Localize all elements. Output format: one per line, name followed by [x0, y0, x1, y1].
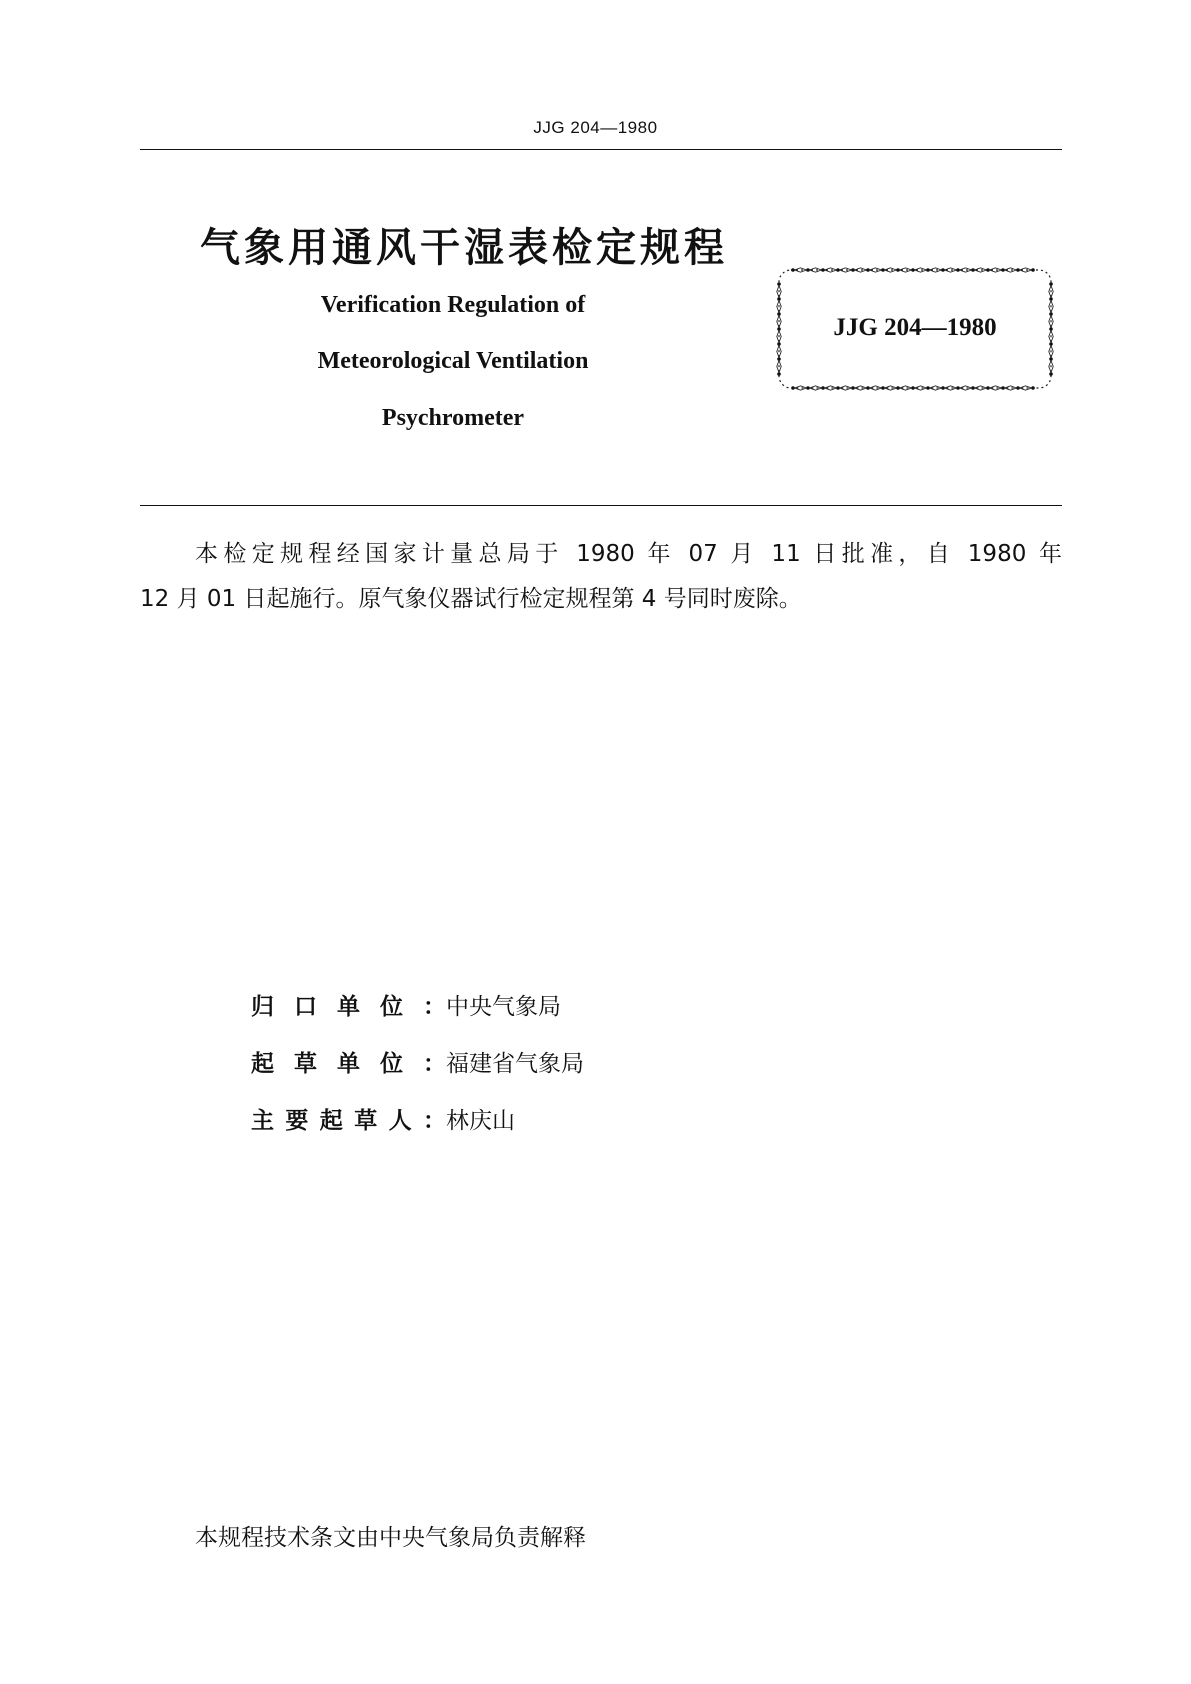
info-value: 中央气象局 [446, 994, 561, 1020]
interpretation-note: 本规程技术条文由中央气象局负责解释 [195, 1525, 586, 1551]
info-label: 起草单位： [251, 1051, 446, 1077]
header-rule [140, 149, 1062, 150]
title-english-line-2: Meteorological Ventilation [317, 348, 589, 374]
header-standard-code: JJG 204—1980 [533, 118, 658, 137]
info-value: 福建省气象局 [446, 1051, 584, 1077]
info-row-drafting-unit [251, 1045, 584, 1078]
info-row-main-drafter [251, 1102, 515, 1135]
approval-statement-line-2: 12 月 01 日起施行。原气象仪器试行检定规程第 4 号同时废除。 [140, 586, 802, 612]
info-value: 林庆山 [446, 1108, 515, 1134]
section-rule [140, 505, 1062, 506]
title-english-line-1: Verification Regulation of [320, 292, 586, 318]
title-chinese: 气象用通风干湿表检定规程 [200, 225, 728, 271]
title-english-line-3: Psychrometer [381, 405, 525, 431]
approval-statement-line-1: 本检定规程经国家计量总局于 1980 年 07 月 11 日批准，自 1980 年 [195, 541, 1062, 567]
info-label: 归口单位： [251, 994, 446, 1020]
standard-code-box-text: JJG 204—1980 [833, 314, 997, 341]
info-row-responsible-unit [251, 988, 561, 1021]
info-label: 主要起草人： [251, 1108, 446, 1134]
standard-code-box [775, 266, 1055, 392]
